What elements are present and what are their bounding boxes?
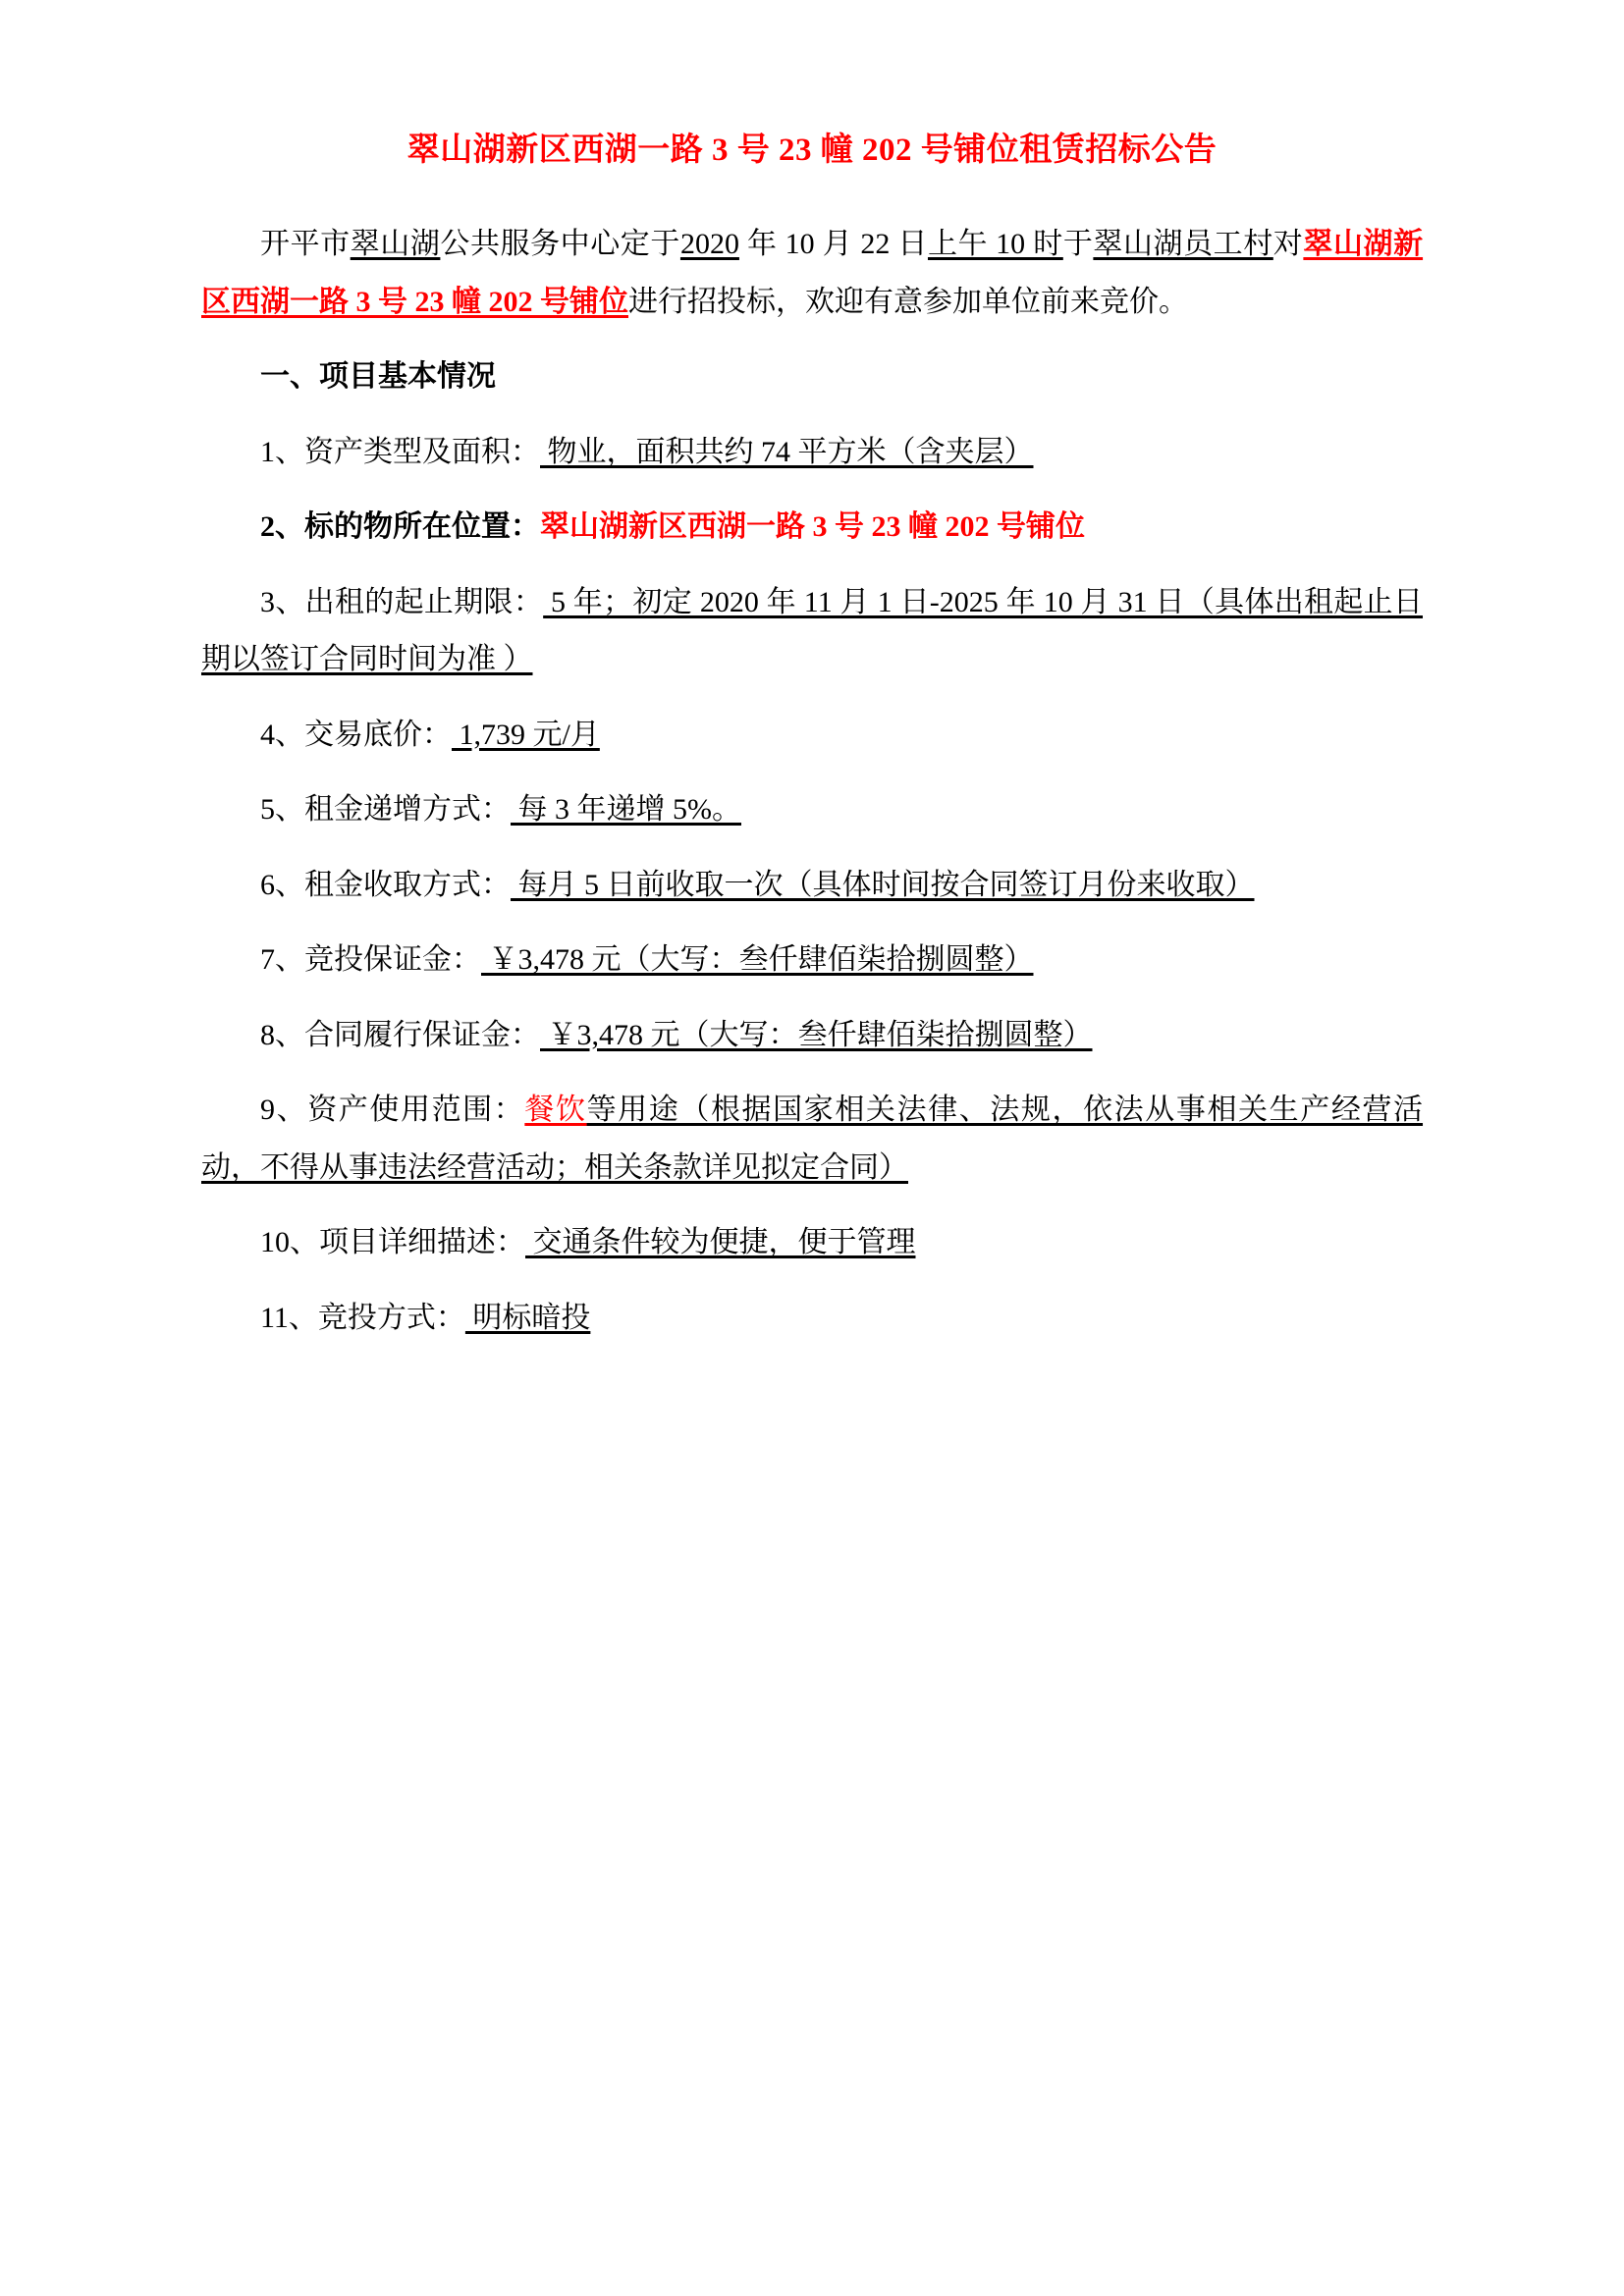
- item-value-highlight: 餐饮: [524, 1094, 587, 1127]
- list-item: [201, 1082, 1423, 1197]
- item-label: 9、资产使用范围：: [260, 1094, 525, 1127]
- item-label: 1、资产类型及面积：: [260, 435, 540, 468]
- list-item: [201, 707, 1423, 765]
- intro-text-3: 年 10 月 22 日: [738, 228, 928, 261]
- item-value: ￥3,478 元（大写：叁仟肆佰柒拾捌圆整）: [481, 943, 1034, 977]
- intro-underline-year: 2020: [679, 228, 739, 261]
- list-item: [201, 574, 1423, 689]
- intro-underline-time: 上午 10 时: [927, 228, 1063, 261]
- item-label: 11、竞投方式：: [260, 1301, 465, 1334]
- item-label: 6、租金收取方式：: [260, 868, 511, 901]
- item-value: 明标暗投: [464, 1301, 591, 1334]
- intro-paragraph: [201, 216, 1423, 331]
- intro-text-6: 进行招投标，欢迎有意参加单位前来竞价。: [628, 285, 1188, 318]
- item-value: 5 年；初定 2020 年 11 月 1 日-2025 年 10 月 31 日（具体出租起止日期以签订合同时间为准 ）: [201, 585, 1423, 676]
- list-item: [201, 1290, 1423, 1348]
- item-value: 翠山湖新区西湖一路 3 号 23 幢 202 号铺位: [540, 510, 1085, 544]
- list-item: [201, 1214, 1423, 1272]
- item-label: 8、合同履行保证金：: [260, 1018, 540, 1051]
- section-heading-basic-info: 一、项目基本情况: [260, 360, 496, 394]
- item-value: 每 3 年递增 5%。: [511, 793, 741, 827]
- item-value: ￥3,478 元（大写：叁仟肆佰柒拾捌圆整）: [540, 1018, 1093, 1051]
- item-label: 3、出租的起止期限：: [260, 585, 544, 618]
- item-label: 5、租金递增方式：: [260, 793, 511, 827]
- intro-text-5: 对: [1272, 228, 1304, 261]
- intro-highlight-location: 翠山湖新区西湖一路 3 号 23 幢 202 号铺位: [201, 228, 1424, 318]
- item-value: 物业，面积共约 74 平方米（含夹层）: [540, 435, 1034, 468]
- item-value: 1,739 元/月: [452, 718, 600, 751]
- list-item: [201, 499, 1423, 557]
- item-value: 交通条件较为便捷，便于管理: [525, 1226, 916, 1259]
- item-label: 2、标的物所在位置：: [260, 510, 540, 544]
- intro-underline-1: 翠山湖: [350, 228, 441, 261]
- item-label: 7、竞投保证金：: [260, 943, 481, 977]
- intro-text-1: 开平市: [260, 228, 351, 261]
- list-item: [201, 1007, 1423, 1065]
- intro-underline-place: 翠山湖员工村: [1093, 228, 1273, 261]
- item-label: 4、交易底价：: [260, 718, 452, 751]
- list-item: [201, 424, 1423, 482]
- list-item: [201, 932, 1423, 989]
- page-title: 翠山湖新区西湖一路 3 号 23 幢 202 号铺位租赁招标公告: [406, 133, 1218, 168]
- list-item: [201, 857, 1423, 915]
- intro-text-2: 公共服务中心定于: [440, 228, 680, 261]
- intro-text-4: 于: [1062, 228, 1094, 261]
- list-item: [201, 781, 1423, 839]
- item-value: 每月 5 日前收取一次（具体时间按合同签订月份来收取）: [511, 868, 1255, 901]
- item-value: 等用途（根据国家相关法律、法规，依法从事相关生产经营活动，不得从事违法经营活动；相关条款详见拟定合同）: [201, 1094, 1424, 1184]
- item-label: 10、项目详细描述：: [260, 1226, 525, 1259]
